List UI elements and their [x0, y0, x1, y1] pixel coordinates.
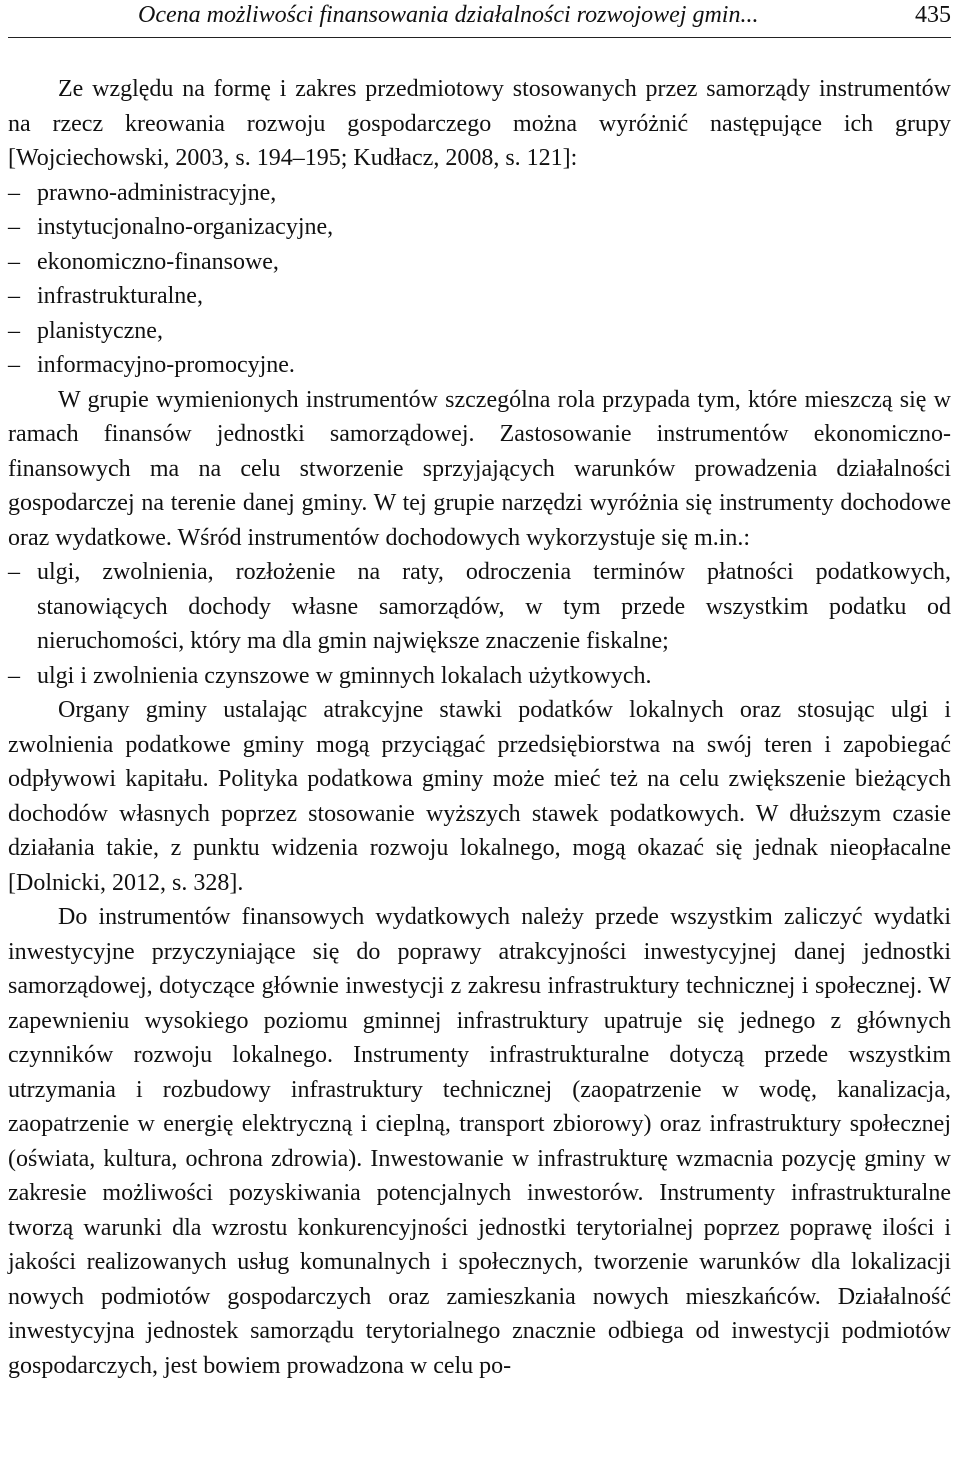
page-number: 435 — [915, 2, 951, 28]
list-item-text: ulgi i zwolnienia czynszowe w gminnych lokalach użytkowych. — [37, 662, 652, 689]
running-header — [8, 0, 951, 38]
list-item — [8, 555, 951, 659]
list-item-text: informacyjno-promocyjne. — [37, 352, 295, 378]
list-item — [8, 314, 951, 349]
list-item-text: ekonomiczno-finansowe, — [37, 248, 279, 275]
dash-bullet: – — [8, 214, 20, 240]
list-item-text: ulgi, zwolnienia, rozłożenie na raty, odroczenia terminów płatności podatkowych, stanowiących dochody własne samorządów, w tym przede wszystkim podatku od nieruchomości, który ma dla gmin największe znaczenie fiskalne; — [37, 559, 951, 654]
list-item-text: prawno-administracyjne, — [37, 179, 277, 206]
dash-bullet: – — [8, 662, 20, 689]
list-item — [8, 279, 951, 314]
body-text — [8, 72, 951, 1383]
dash-bullet: – — [8, 248, 20, 275]
dash-bullet: – — [8, 559, 20, 585]
intro-paragraph: Ze względu na formę i zakres przedmiotowy stosowanych przez samorządy instrumentów na rzecz kreowania rozwoju gospodarczego można wyróżnić następujące ich grupy [Wojciechowski, 2003, s. 194–195; Kudłacz, 2008, s. 121]: — [8, 76, 951, 171]
dash-bullet: – — [8, 179, 20, 206]
list-item — [8, 348, 951, 383]
paragraph-tax-policy: Organy gminy ustalając atrakcyjne stawki podatków lokalnych oraz stosując ulgi i zwolnienia podatkowe gminy mogą przyciągać przedsiębiorstwa na swój teren i zapobiegać odpływowi kapitału. Polityka podatkowa gminy może mieć też na celu zwiększenie bieżących dochodów własnych poprzez stosowanie wyższych stawek podatkowych. W dłuższym czasie działania takie, z punktu widzenia rozwoju lokalnego, mogą okazać się jednak nieopłacalne [Dolnicki, 2012, s. 328]. — [8, 697, 951, 896]
instrument-groups-list — [8, 176, 951, 383]
dash-bullet: – — [8, 352, 20, 378]
list-item-text: planistyczne, — [37, 317, 163, 344]
income-instruments-list — [8, 555, 951, 693]
list-item — [8, 245, 951, 280]
list-item-text: instytucjonalno-organizacyjne, — [37, 214, 334, 240]
list-item — [8, 176, 951, 211]
list-item-text: infrastrukturalne, — [37, 283, 203, 309]
paragraph-financial-instruments: W grupie wymienionych instrumentów szczególna rola przypada tym, które mieszczą się w ramach finansów jednostki samorządowej. Zastosowanie instrumentów ekonomiczno-finansowych ma na celu stworzenie sprzyjających warunków prowadzenia działalności gospodarczej na terenie danej gminy. W tej grupie narzędzi wyróżnia się instrumenty dochodowe oraz wydatkowe. Wśród instrumentów dochodowych wykorzystuje się m.in.: — [8, 386, 951, 551]
list-item — [8, 210, 951, 245]
paragraph-expenditure-instruments: Do instrumentów finansowych wydatkowych należy przede wszystkim zaliczyć wydatki inwestycyjne przyczyniające się do poprawy atrakcyjności inwestycyjnej danej jednostki samorządowej, dotyczące głównie inwestycji z zakresu infrastruktury technicznej i społecznej. W zapewnieniu wysokiego poziomu gminnej infrastruktury upatruje się jednego z głównych czynników rozwoju lokalnego. Instrumenty infrastrukturalne dotyczą przede wszystkim utrzymania i rozbudowy infrastruktury technicznej (zaopatrzenie w wodę, kanalizacja, zaopatrzenie w energię elektryczną i cieplną, transport zbiorowy) oraz infrastruktury społecznej (oświata, kultura, ochrona zdrowia). Inwestowanie w infrastrukturę wzmacnia pozycję gminy w zakresie możliwości pozyskiwania potencjalnych inwestorów. Instrumenty infrastrukturalne tworzą warunki dla wzrostu konkurencyjności jednostki terytorialnej poprzez poprawę ilości i jakości realizowanych usług komunalnych i społecznych, tworzenie warunków dla lokalizacji nowych podmiotów gospodarczych oraz zamieszkania nowych mieszkańców. Działalność inwestycyjna jednostek samorządu terytorialnego znacznie odbiega od inwestycji podmiotów gospodarczych, jest bowiem prowadzona w celu po- — [8, 904, 951, 1379]
running-title: Ocena możliwości finansowania działalności rozwojowej gmin... — [138, 2, 759, 28]
dash-bullet: – — [8, 283, 20, 309]
list-item — [8, 659, 951, 694]
dash-bullet: – — [8, 317, 20, 344]
